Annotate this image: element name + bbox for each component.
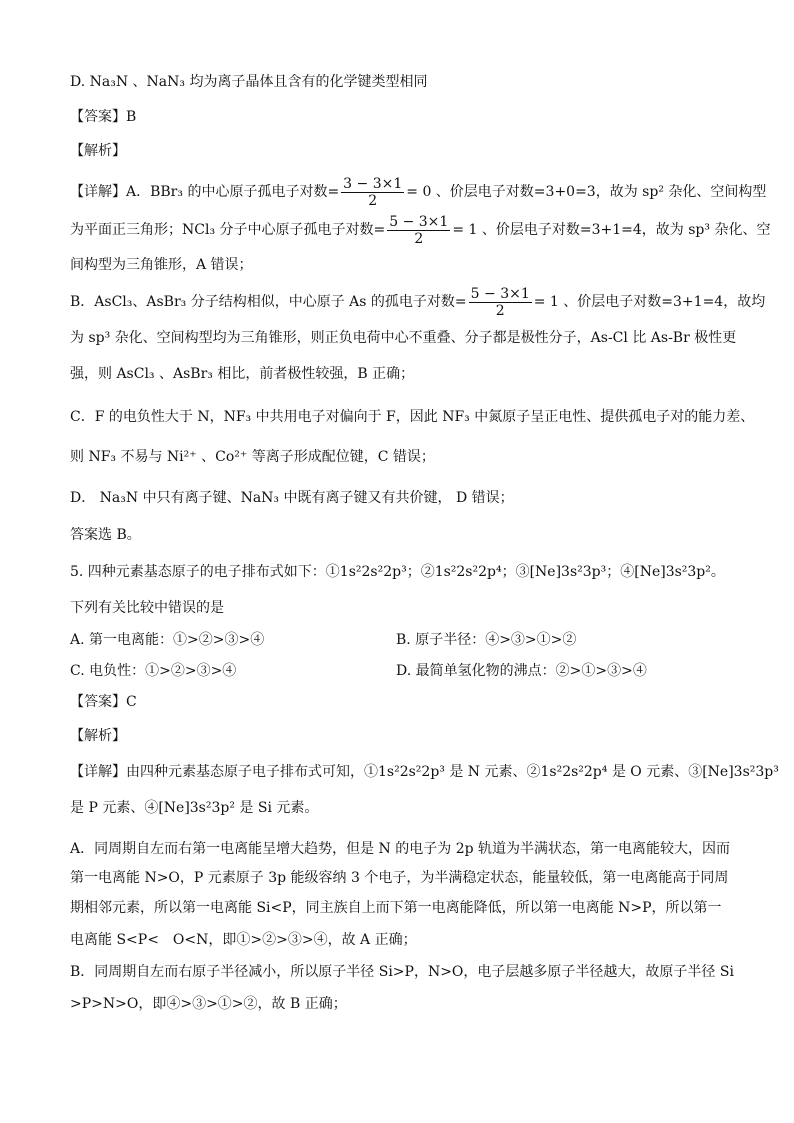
b-line-3: 强，则 AsCl₃ 、AsBr₃ 相比，前者极性较强，B 正确； <box>70 366 415 382</box>
answer-5-label: 【答案】C <box>70 694 137 710</box>
question-5-line-1: 5. 四种元素基态原子的电子排布式如下：①1s²2s²2p³；②1s²2s²2p⁴；③[Ne]3s²3p³；④[Ne]3s²3p²。 <box>70 564 725 580</box>
option-c: C. 电负性：①>②>③>④ <box>70 663 237 679</box>
fraction-3-numerator: 5 − 3×1 <box>470 285 530 302</box>
b5-line-2: >P>N>O，即④>③>①>②，故 B 正确； <box>70 996 347 1012</box>
question-5-line-2: 下列有关比较中错误的是 <box>70 600 224 616</box>
detail-a-line-1 <box>70 172 767 212</box>
fraction-1-denominator: 2 <box>368 192 378 209</box>
fraction-3-denominator: 2 <box>495 302 505 319</box>
d-line-1: D． Na₃N 中只有离子键、NaN₃ 中既有离子键又有共价键， D 错误； <box>70 490 514 506</box>
choose-b-line: 答案选 B。 <box>70 527 141 543</box>
a5-line-1: A．同周期自左而右第一电离能呈增大趋势，但是 N 的电子为 2p 轨道为半满状态，第一电离能较大，因而 <box>70 841 731 857</box>
b-line-2: 为 sp³ 杂化、空间构型均为三角锥形，则正负电荷中心不重叠、分子都是极性分子，As-Cl 比 As-Br 极性更 <box>70 330 737 346</box>
detail-a-l2-text-2: = 1 、价层电子对数=3+1=4，故为 sp³ 杂化、空 <box>452 222 771 238</box>
fraction-1 <box>341 176 404 209</box>
detail-a-text-1: 【详解】A．BBr₃ 的中心原子孤电子对数= <box>70 184 340 200</box>
option-a: A. 第一电离能：①>②>③>④ <box>70 632 265 648</box>
b-text-2: = 1 、价层电子对数=3+1=4，故均 <box>533 294 766 310</box>
a5-line-4: 电离能 S<P< O<N，即①>②>③>④，故 A 正确； <box>70 932 417 948</box>
b-line-1 <box>70 282 766 322</box>
question-5-options-row-1 <box>70 630 730 650</box>
option-d: D. 最简单氢化物的沸点：②>①>③>④ <box>396 663 647 679</box>
detail-5-line-2: 是 P 元素、④[Ne]3s²3p² 是 Si 元素。 <box>70 800 319 816</box>
b-text-1: B．AsCl₃、AsBr₃ 分子结构相似，中心原子 As 的孤电子对数= <box>70 294 467 310</box>
detail-a-line-3: 间构型为三角锥形，A 错误； <box>70 257 253 273</box>
fraction-2-numerator: 5 − 3×1 <box>389 213 449 230</box>
fraction-1-numerator: 3 − 3×1 <box>343 175 403 192</box>
a5-line-2: 第一电离能 N>O，P 元素原子 3p 能级容纳 3 个电子，为半满稳定状态，能量较低，第一电离能高于同周 <box>70 870 729 886</box>
fraction-3 <box>469 286 532 319</box>
answer-label: 【答案】B <box>70 109 137 125</box>
option-b: B. 原子半径：④>③>①>② <box>396 632 577 648</box>
analysis-5-label: 【解析】 <box>70 728 126 744</box>
question-5-options-row-2 <box>70 661 730 681</box>
c-line-1: C．F 的电负性大于 N，NF₃ 中共用电子对偏向于 F，因此 NF₃ 中氮原子呈正电性、提供孤电子对的能力差、 <box>70 409 755 425</box>
detail-a-text-2: = 0 、价层电子对数=3+0=3，故为 sp² 杂化、空间构型 <box>406 184 767 200</box>
b5-line-1: B．同周期自左而右原子半径减小，所以原子半径 Si>P，N>O，电子层越多原子半径越大，故原子半径 Si <box>70 964 734 980</box>
detail-a-line-2 <box>70 210 771 250</box>
detail-5-line-1: 【详解】由四种元素基态原子电子排布式可知，①1s²2s²2p³ 是 N 元素、②1s²2s²2p⁴ 是 O 元素、③[Ne]3s²3p³ <box>70 764 779 780</box>
detail-a-l2-text-1: 为平面正三角形；NCl₃ 分子中心原子孤电子对数= <box>70 222 386 238</box>
fraction-2-denominator: 2 <box>414 230 424 247</box>
a5-line-3: 期相邻元素，所以第一电离能 Si<P，同主族自上而下第一电离能降低，所以第一电离能 N>P，所以第一 <box>70 900 722 916</box>
analysis-label: 【解析】 <box>70 143 126 159</box>
c-line-2: 则 NF₃ 不易与 Ni²⁺ 、Co²⁺ 等离子形成配位键，C 错误； <box>70 449 435 465</box>
option-d-line: D. Na₃N 、NaN₃ 均为离子晶体且含有的化学键类型相同 <box>70 74 428 90</box>
fraction-2 <box>387 214 450 247</box>
